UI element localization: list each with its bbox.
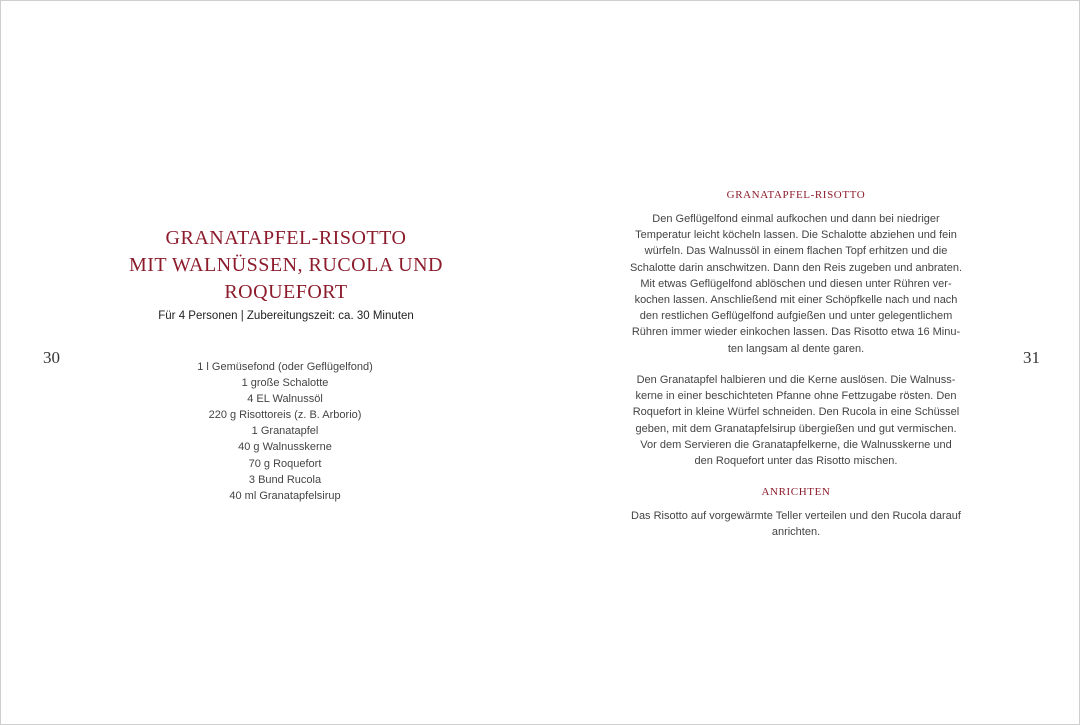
text-line: Das Risotto auf vorgewärmte Teller verteilen und den Rucola darauf [631, 510, 961, 522]
text-line: Den Granatapfel halbieren und die Kerne auslösen. Die Walnuss- [636, 374, 956, 386]
ingredient-item: 1 l Gemüsefond (oder Geflügelfond) [197, 361, 373, 373]
text-line: kochen lassen. Anschließend mit einer Schöpfkelle nach und nach [634, 294, 958, 307]
method-paragraph-2 [621, 372, 971, 469]
serving-heading: ANRICHTEN [761, 486, 831, 498]
text-line: Mit etwas Geflügelfond ablöschen und diesen unter Rühren ver- [640, 277, 952, 290]
recipe-title-line: GRANATAPFEL-RISOTTO [165, 227, 407, 249]
recipe-title-line: ROQUEFORT [224, 281, 348, 303]
ingredient-item: 4 EL Walnussöl [247, 393, 323, 406]
text-line: Vor dem Servieren die Granatapfelkerne, die Walnusskerne und [640, 438, 952, 451]
text-line: kerne in einer beschichteten Pfanne ohne Fettzugabe rösten. Den [635, 390, 957, 403]
text-line: anrichten. [771, 526, 821, 539]
servings-info: Für 4 Personen | Zubereitungszeit: ca. 30 Minuten [158, 310, 414, 322]
text-line: den Roquefort unter das Risotto mischen. [694, 455, 898, 468]
page-number-right: 31 [1023, 348, 1040, 367]
serving-paragraph [621, 508, 971, 540]
recipe-title-line: MIT WALNÜSSEN, RUCOLA UND [128, 254, 443, 276]
text-line: Schalotte darin anschwitzen. Dann den Reis zugeben und anbraten. [629, 261, 963, 274]
ingredient-item: 1 große Schalotte [241, 377, 329, 390]
text-line: ten langsam al dente garen. [727, 342, 865, 355]
ingredient-item: 40 ml Granatapfelsirup [229, 489, 341, 502]
text-line: Roquefort in kleine Würfel schneiden. Den Rucola in eine Schüssel [632, 406, 960, 419]
text-line: Den Geflügelfond einmal aufkochen und dann bei niedriger [652, 213, 940, 225]
text-line: Rühren immer wieder einkochen lassen. Das Risotto etwa 16 Minu- [631, 326, 961, 339]
ingredient-item: 220 g Risottoreis (z. B. Arborio) [208, 409, 362, 422]
method-heading: GRANATAPFEL-RISOTTO [726, 189, 866, 201]
text-line: Temperatur leicht köcheln lassen. Die Schalotte abziehen und fein [635, 229, 957, 242]
ingredient-item: 3 Bund Rucola [248, 473, 322, 486]
recipe-title [121, 225, 451, 306]
text-line: den restlichen Geflügelfond aufgießen und unter gelegentlichem [639, 310, 953, 323]
text-line: würfeln. Das Walnussöl in einem flachen Topf erhitzen und die [644, 245, 948, 258]
method-paragraph-1 [621, 211, 971, 357]
ingredient-item: 40 g Walnusskerne [238, 441, 332, 454]
ingredient-item: 1 Granatapfel [251, 425, 319, 438]
text-line: geben, mit dem Granatapfelsirup übergießen und gut vermischen. [635, 422, 957, 435]
ingredient-item: 70 g Roquefort [248, 457, 322, 470]
page-number-left: 30 [43, 348, 60, 367]
ingredient-list [135, 359, 435, 504]
